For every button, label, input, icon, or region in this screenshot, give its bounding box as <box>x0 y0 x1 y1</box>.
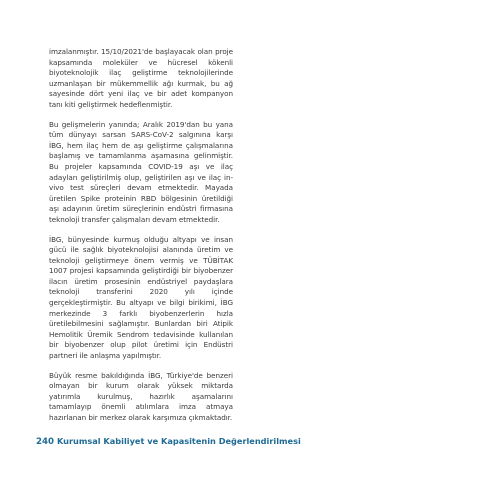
paragraph-1: imzalanmıştır. 15/10/2021'de başlayacak olan proje kapsamında moleküler ve hücresel kökenli biyoteknolojik ilaç geliştirme teknolojilerinde uzmanlaşan bir mükemmellik ağı kurmak, bu ağ sayesinde dört yeni ilaç ve bir adet kompanyon tanı kiti geliştirmek hedeflenmiştir. <box>49 47 233 109</box>
paragraph-3: İBG, bünyesinde kurmuş olduğu altyapı ve insan gücü ile sağlık biyoteknolojisi alanında üretim ve teknoloji geliştirmeye önem vermiş ve TÜBİTAK 1007 projesi kapsamında geliştirdiği bir biyobenzer ilacın üretim prosesinin endüstriyel paydaşlara teknoloji transferini 2020 yılı içinde gerçekleştirmiştir. Bu altyapı ve bilgi birikimi, İBG merkezinde 3 farklı biyobenzerlerin hızla üretilebilmesini sağlamıştır. Bunlardan biri Atipik Hemolitik Üremik Sendrom tedavisinde kullanılan bir biyobenzer olup pilot üretimi için Endüstri partneri ile anlaşma yapılmıştır. <box>49 234 233 361</box>
paragraph-2: Bu gelişmelerin yanında; Aralık 2019'dan bu yana tüm dünyayı sarsan SARS-CoV-2 salgınına karşı İBG, hem ilaç hem de aşı geliştirme çalışmalarına başlamış ve tamamlanma aşamasına gelinmiştir. Bu projeler kapsamında COVID-19 aşı ve ilaç adayları geliştirilmiş olup, geliştirilen aşı ve ilaç in-vivo test süreçleri devam etmektedir. Mayada üretilen Spike proteinin RBD bölgesinin üretildiği aşı adayının üretim süreçlerinin endüstri firmasına teknoloji transfer çalışmaları devam etmektedir. <box>49 119 233 224</box>
paragraph-4: Büyük resme bakıldığında İBG, Türkiye'de benzeri olmayan bir kurum olarak yüksek miktarda yatırımla kurulmuş, hazırlık aşamalarını tamamlayıp önemli atılımlara imza atmaya hazırlanan bir merkez olarak karşımıza çıkmaktadır. <box>49 370 233 422</box>
page-number: 240 <box>36 437 54 447</box>
footer-title: Kurumsal Kabiliyet ve Kapasitenin Değerlendirilmesi <box>56 436 301 446</box>
text-column <box>49 47 233 433</box>
page-footer <box>36 436 301 447</box>
